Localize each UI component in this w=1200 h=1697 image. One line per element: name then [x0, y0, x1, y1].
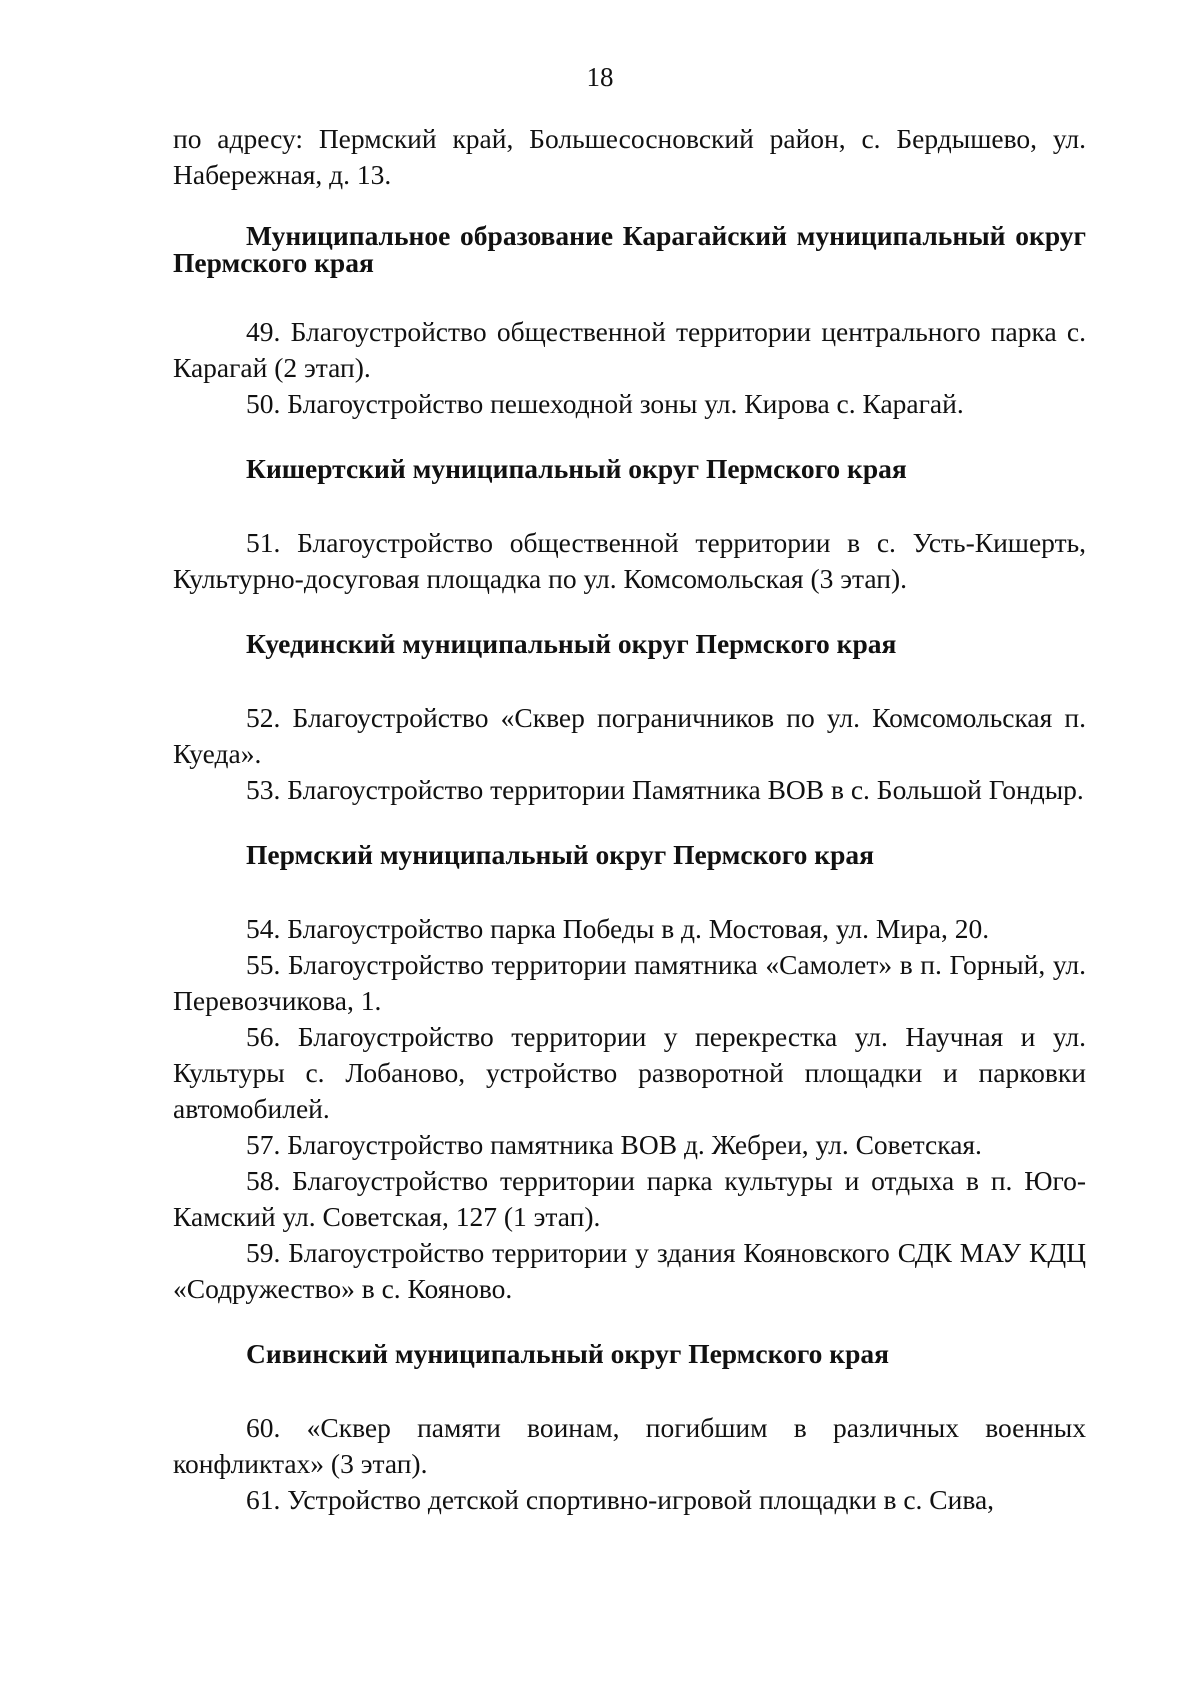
list-item: 50. Благоустройство пешеходной зоны ул. Кирова с. Карагай.: [246, 388, 964, 419]
section-heading: Куединский муниципальный округ Пермского края: [246, 628, 897, 659]
list-item: 54. Благоустройство парка Победы в д. Мостовая, ул. Мира, 20.: [246, 913, 990, 944]
list-item: 58. Благоустройство территории парка культуры и отдыха в п. Юго-Камский ул. Советская, 127 (1 этап).: [173, 1165, 1086, 1232]
list-item: 53. Благоустройство территории Памятника ВОВ в с. Большой Гондыр.: [246, 774, 1084, 805]
list-item: 49. Благоустройство общественной территории центрального парка с. Карагай (2 этап).: [173, 316, 1086, 383]
section-heading: Муниципальное образование Карагайский муниципальный округ Пермского края: [173, 220, 1086, 278]
list-item: 52. Благоустройство «Сквер пограничников по ул. Комсомольская п. Куеда».: [173, 702, 1086, 769]
section-heading: Пермский муниципальный округ Пермского края: [246, 839, 875, 870]
page-number: 18: [586, 62, 614, 92]
list-item: 51. Благоустройство общественной территории в с. Усть-Кишерть, Культурно-досуговая площадка по ул. Комсомольская (3 этап).: [173, 527, 1086, 594]
list-item: 57. Благоустройство памятника ВОВ д. Жебреи, ул. Советская.: [246, 1129, 982, 1160]
section-heading: Сивинский муниципальный округ Пермского края: [246, 1338, 890, 1369]
list-item: 60. «Сквер памяти воинам, погибшим в различных военных конфликтах» (3 этап).: [173, 1412, 1086, 1479]
list-item: 59. Благоустройство территории у здания Кояновского СДК МАУ КДЦ «Содружество» в с. Кояново.: [173, 1237, 1086, 1304]
list-item: 55. Благоустройство территории памятника «Самолет» в п. Горный, ул. Перевозчикова, 1.: [173, 949, 1086, 1016]
intro-paragraph: по адресу: Пермский край, Большесосновский район, с. Бердышево, ул. Набережная, д. 13.: [173, 123, 1086, 190]
list-item: 56. Благоустройство территории у перекрестка ул. Научная и ул. Культуры с. Лобаново, устройство разворотной площадки и парковки автомобилей.: [173, 1021, 1086, 1124]
list-item: 61. Устройство детской спортивно-игровой площадки в с. Сива,: [246, 1484, 995, 1515]
document-body: [173, 121, 1086, 1518]
section-heading: Кишертский муниципальный округ Пермского края: [246, 453, 907, 484]
